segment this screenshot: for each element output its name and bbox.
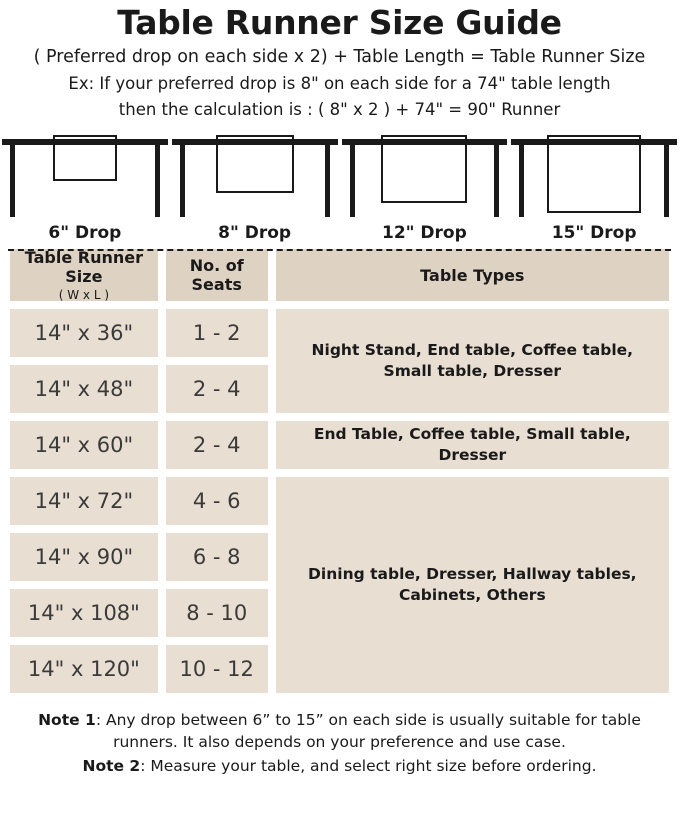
table-row: Night Stand, End table, Coffee table, Small table, Dresser [276, 309, 669, 413]
table-leg-left [350, 145, 355, 217]
table-row: 8 - 10 [166, 589, 268, 637]
table-leg-right [494, 145, 499, 217]
table-top-bar [342, 139, 508, 145]
size-guide-page [0, 4, 679, 830]
header-runner-size-label: Table Runner Size [24, 247, 143, 287]
drop-label-12in: 12" Drop [381, 223, 467, 244]
page-title: Table Runner Size Guide [117, 3, 562, 42]
table-row: 14" x 120" [10, 645, 158, 693]
example-line-2: then the calculation is : ( 8" x 2 ) + 74" = 90" Runner [118, 100, 561, 120]
table-row: 4 - 6 [166, 477, 268, 525]
table-row: 2 - 4 [166, 421, 268, 469]
runner-shape [547, 135, 641, 213]
note-2-text: : Measure your table, and select right size before ordering. [140, 757, 597, 776]
column-table-types [276, 249, 669, 701]
header-runner-size [10, 249, 158, 301]
drop-label-15in: 15" Drop [551, 223, 637, 244]
column-seats [166, 249, 268, 701]
table-leg-right [155, 145, 160, 217]
header-runner-size-sub: ( W x L ) [58, 288, 110, 303]
table-figure-15in [509, 131, 679, 221]
table-figure-12in [340, 131, 510, 221]
table-leg-left [180, 145, 185, 217]
table-row: 14" x 60" [10, 421, 158, 469]
dashed-divider [8, 249, 671, 251]
runner-shape [381, 135, 467, 203]
note-1-text: : Any drop between 6” to 15” on each side is usually suitable for table runners. It also depends on your preference and use case. [95, 711, 641, 752]
table-row: 10 - 12 [166, 645, 268, 693]
table-row: 14" x 48" [10, 365, 158, 413]
note-2 [8, 755, 671, 777]
note-1 [8, 709, 671, 753]
note-2-label: Note 2 [82, 757, 141, 776]
note-1-label: Note 1 [38, 711, 96, 730]
table-row: 14" x 72" [10, 477, 158, 525]
table-top-bar [511, 139, 677, 145]
diagram-figures [0, 131, 679, 221]
table-row: 2 - 4 [166, 365, 268, 413]
header-table-types: Table Types [276, 249, 669, 301]
table-row: End Table, Coffee table, Small table, Dresser [276, 421, 669, 469]
drop-diagram [0, 131, 679, 244]
table-leg-left [519, 145, 524, 217]
header-seats: No. of Seats [166, 249, 268, 301]
table-row: 6 - 8 [166, 533, 268, 581]
table-row: 14" x 90" [10, 533, 158, 581]
example-line-1: Ex: If your preferred drop is 8" on each side for a 74" table length [68, 73, 611, 93]
table-row: 1 - 2 [166, 309, 268, 357]
notes-section [8, 709, 671, 777]
table-row: 14" x 108" [10, 589, 158, 637]
drop-label-8in: 8" Drop [218, 223, 292, 244]
formula-line: ( Preferred drop on each side x 2) + Table Length = Table Runner Size [33, 46, 646, 67]
table-figure-6in [0, 131, 170, 221]
table-leg-left [10, 145, 15, 217]
table-row: Dining table, Dresser, Hallway tables, Cabinets, Others [276, 477, 669, 693]
column-runner-size [10, 249, 158, 701]
table-row: 14" x 36" [10, 309, 158, 357]
table-top-bar [172, 139, 338, 145]
size-table [10, 249, 669, 701]
table-leg-right [664, 145, 669, 217]
table-leg-right [325, 145, 330, 217]
table-top-bar [2, 139, 168, 145]
drop-label-row [0, 223, 679, 243]
drop-label-6in: 6" Drop [48, 223, 122, 244]
table-figure-8in [170, 131, 340, 221]
